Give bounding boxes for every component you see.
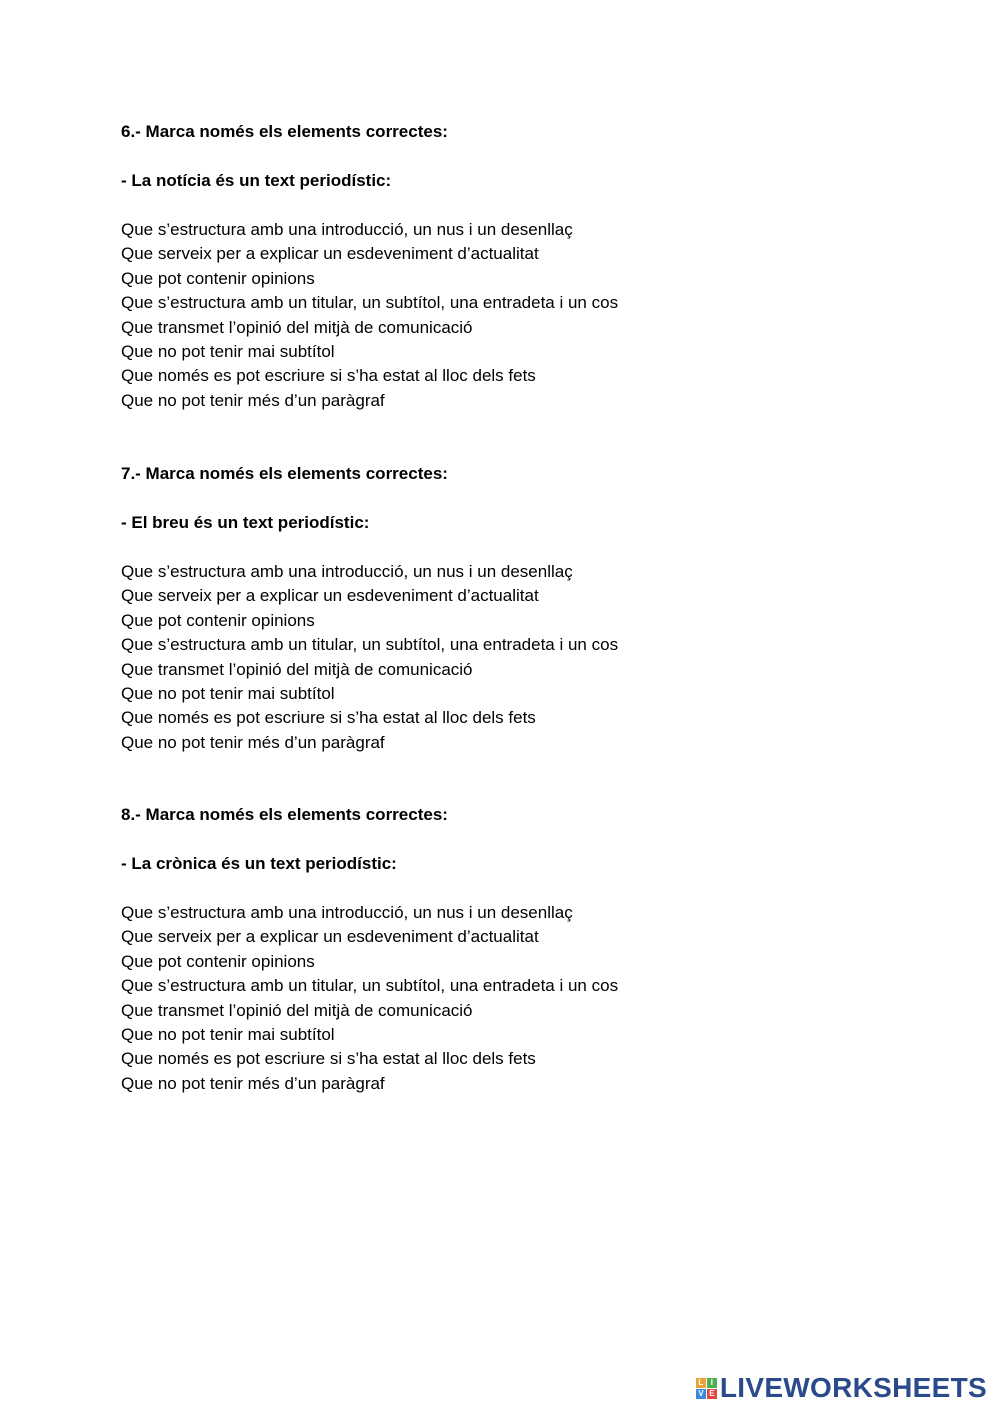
option-item[interactable]: Que serveix per a explicar un esdeveniment d’actualitat	[121, 244, 539, 264]
option-item[interactable]: Que no pot tenir mai subtítol	[121, 683, 335, 703]
option-item[interactable]: Que serveix per a explicar un esdeveniment d’actualitat	[121, 586, 539, 606]
option-item[interactable]: Que pot contenir opinions	[121, 268, 315, 288]
option-item[interactable]: Que només es pot escriure si s’ha estat al lloc dels fets	[121, 708, 536, 728]
option-item[interactable]: Que pot contenir opinions	[121, 610, 315, 630]
option-item[interactable]: Que s’estructura amb una introducció, un nus i un desenllaç	[121, 562, 573, 581]
option-item[interactable]: Que s’estructura amb una introducció, un nus i un desenllaç	[121, 220, 573, 239]
exercise-title: 7.- Marca només els elements correctes:	[121, 464, 448, 483]
liveworksheets-logo-icon	[696, 1378, 717, 1399]
option-item[interactable]: Que s’estructura amb un titular, un subtítol, una entradeta i un cos	[121, 635, 619, 655]
option-item[interactable]: Que transmet l’opinió del mitjà de comunicació	[121, 659, 473, 679]
liveworksheets-brand	[696, 1372, 987, 1404]
logo-tile: L	[696, 1378, 706, 1388]
option-item[interactable]: Que només es pot escriure si s’ha estat al lloc dels fets	[121, 1049, 536, 1069]
option-item[interactable]: Que s’estructura amb un titular, un subtítol, una entradeta i un cos	[121, 976, 619, 996]
exercise-subtitle: - La notícia és un text periodístic:	[121, 171, 392, 190]
option-item[interactable]: Que no pot tenir més d’un paràgraf	[121, 390, 385, 410]
option-item[interactable]: Que no pot tenir mai subtítol	[121, 1024, 335, 1044]
option-item[interactable]: Que s’estructura amb un titular, un subtítol, una entradeta i un cos	[121, 293, 619, 313]
option-item[interactable]: Que no pot tenir mai subtítol	[121, 341, 335, 361]
option-item[interactable]: Que no pot tenir més d’un paràgraf	[121, 1073, 385, 1093]
exercise-subtitle: - La crònica és un text periodístic:	[121, 854, 397, 873]
option-item[interactable]: Que transmet l’opinió del mitjà de comunicació	[121, 317, 473, 337]
option-item[interactable]: Que serveix per a explicar un esdeveniment d’actualitat	[121, 927, 539, 947]
exercise-title: 8.- Marca només els elements correctes:	[121, 805, 448, 824]
option-item[interactable]: Que només es pot escriure si s’ha estat al lloc dels fets	[121, 366, 536, 386]
exercise-subtitle: - El breu és un text periodístic:	[121, 513, 370, 532]
option-list	[121, 218, 821, 413]
option-list	[121, 901, 821, 1096]
exercise-8	[121, 803, 821, 1096]
exercise-6	[121, 120, 821, 413]
exercise-title: 6.- Marca només els elements correctes:	[121, 122, 448, 141]
option-item[interactable]: Que no pot tenir més d’un paràgraf	[121, 732, 385, 752]
logo-tile: V	[696, 1389, 706, 1399]
option-list	[121, 560, 821, 755]
logo-tile: I	[707, 1378, 717, 1388]
option-item[interactable]: Que pot contenir opinions	[121, 951, 315, 971]
exercise-7	[121, 462, 821, 755]
option-item[interactable]: Que s’estructura amb una introducció, un nus i un desenllaç	[121, 903, 573, 922]
brand-name: LIVEWORKSHEETS	[719, 1372, 987, 1403]
logo-tile: E	[707, 1389, 717, 1399]
option-item[interactable]: Que transmet l’opinió del mitjà de comunicació	[121, 1000, 473, 1020]
